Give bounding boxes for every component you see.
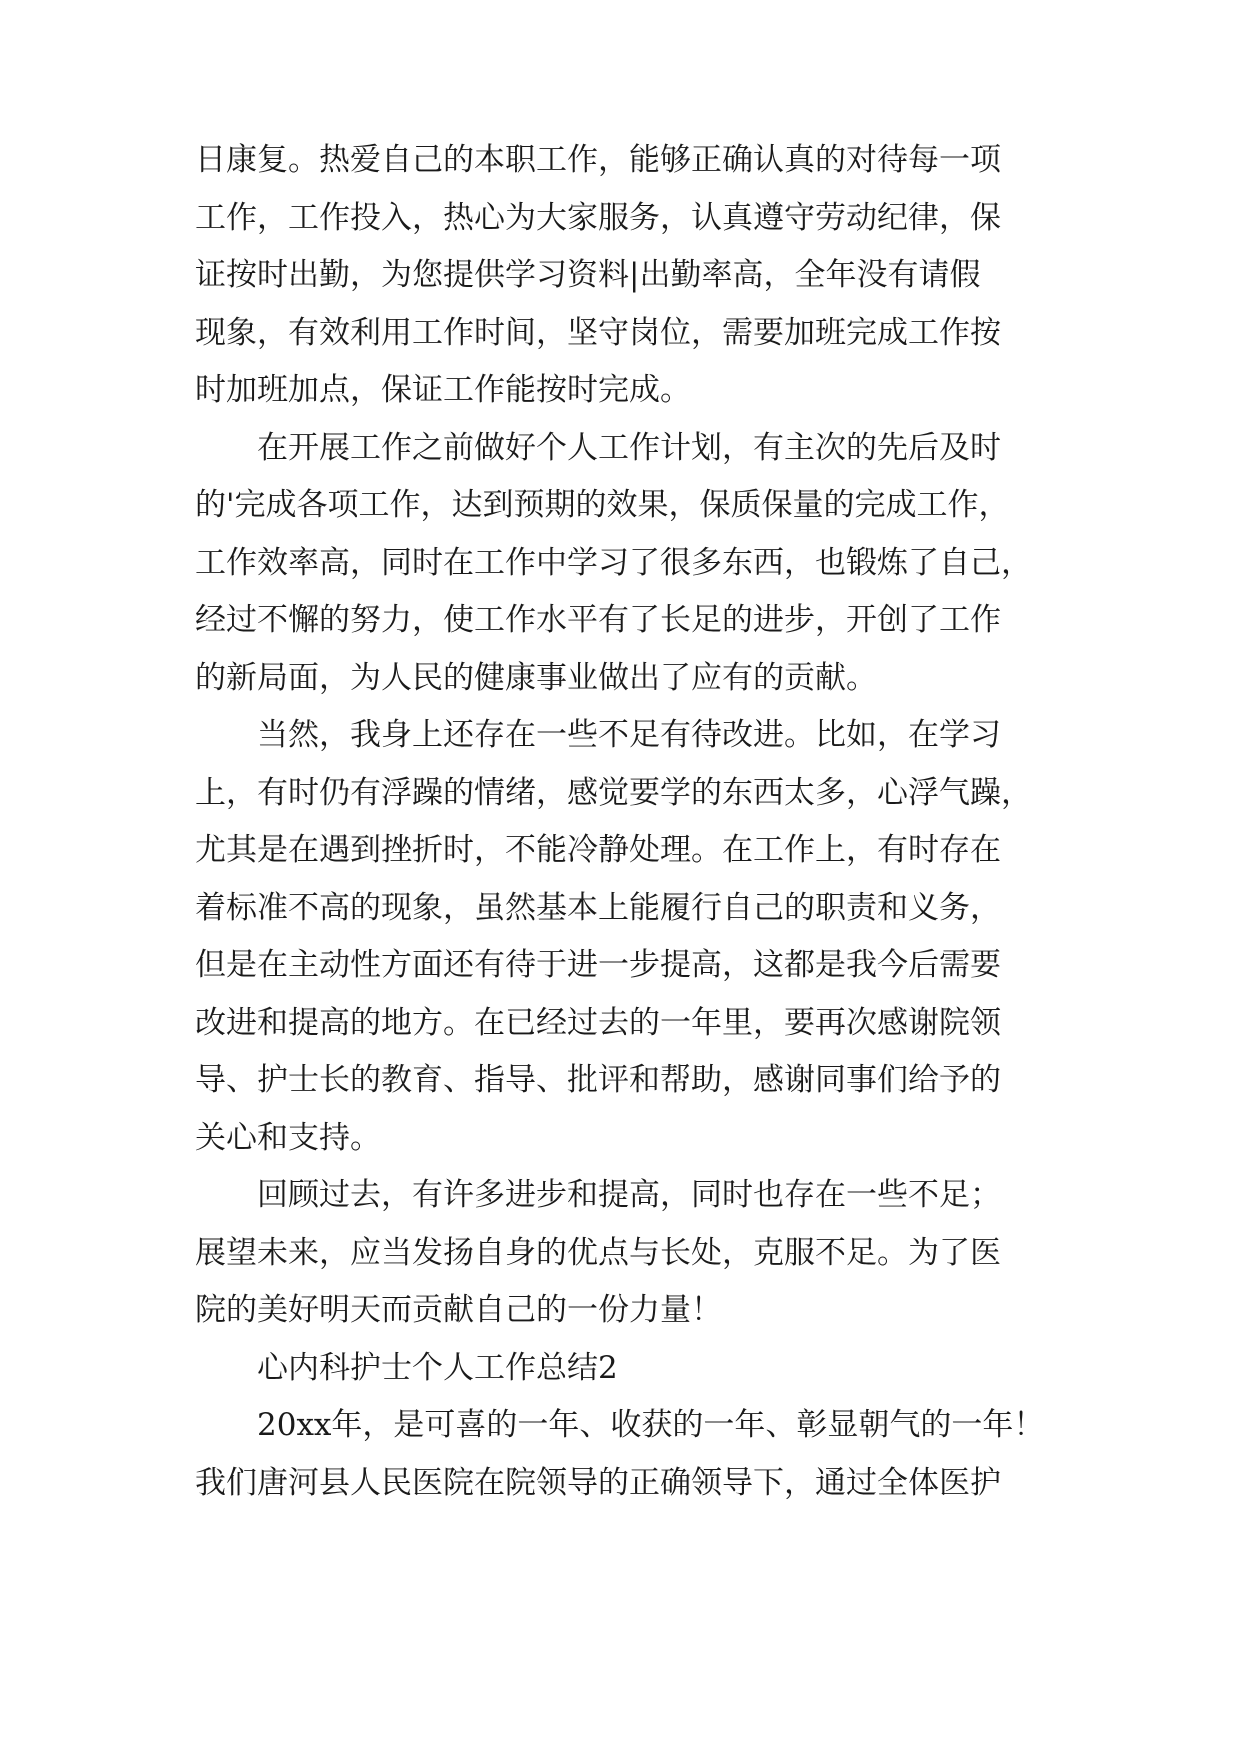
text-line: 着标准不高的现象，虽然基本上能履行自己的职责和义务， <box>195 889 1001 926</box>
text-line: 证按时出勤，为您提供学习资料|出勤率高，全年没有请假 <box>195 257 981 293</box>
text-line: 工作效率高，同时在工作中学习了很多东西，也锻炼了自己， <box>195 544 1032 581</box>
text-line: 我们唐河县人民医院在院领导的正确领导下，通过全体医护 <box>195 1464 1001 1501</box>
text-line: 现象，有效利用工作时间，坚守岗位，需要加班完成工作按 <box>195 314 1001 351</box>
text-line: 时加班加点，保证工作能按时完成。 <box>195 372 691 408</box>
paragraph-start-line: 当然，我身上还存在一些不足有待改进。比如，在学习 <box>257 717 1001 753</box>
paragraph-start-line: 回顾过去，有许多进步和提高，同时也存在一些不足； <box>257 1177 1001 1213</box>
text-line: 展望未来，应当发扬自身的优点与长处，克服不足。为了医 <box>195 1234 1001 1271</box>
section-heading: 心内科护士个人工作总结2 <box>257 1349 618 1386</box>
paragraph-start-line: 20xx年，是可喜的一年、收获的一年、彰显朝气的一年！ <box>257 1407 1045 1443</box>
text-line: 日康复。热爱自己的本职工作，能够正确认真的对待每一项 <box>195 142 1001 178</box>
text-line: 导、护士长的教育、指导、批评和帮助，感谢同事们给予的 <box>195 1062 1001 1098</box>
document-body <box>195 132 1055 1512</box>
text-line: 的'完成各项工作，达到预期的效果，保质保量的完成工作， <box>195 487 1010 523</box>
text-line: 但是在主动性方面还有待于进一步提高，这都是我今后需要 <box>195 947 1001 983</box>
paragraph-start-line: 在开展工作之前做好个人工作计划，有主次的先后及时 <box>257 429 1001 466</box>
text-line: 关心和支持。 <box>195 1119 381 1156</box>
text-line: 改进和提高的地方。在已经过去的一年里，要再次感谢院领 <box>195 1004 1001 1041</box>
text-line: 上，有时仍有浮躁的情绪，感觉要学的东西太多，心浮气躁， <box>195 774 1032 811</box>
text-line: 尤其是在遇到挫折时，不能冷静处理。在工作上，有时存在 <box>195 832 1001 868</box>
text-line: 院的美好明天而贡献自己的一份力量！ <box>195 1292 722 1328</box>
text-line: 的新局面，为人民的健康事业做出了应有的贡献。 <box>195 659 877 696</box>
text-line: 经过不懈的努力，使工作水平有了长足的进步，开创了工作 <box>195 602 1001 638</box>
text-line: 工作，工作投入，热心为大家服务，认真遵守劳动纪律，保 <box>195 199 1001 236</box>
